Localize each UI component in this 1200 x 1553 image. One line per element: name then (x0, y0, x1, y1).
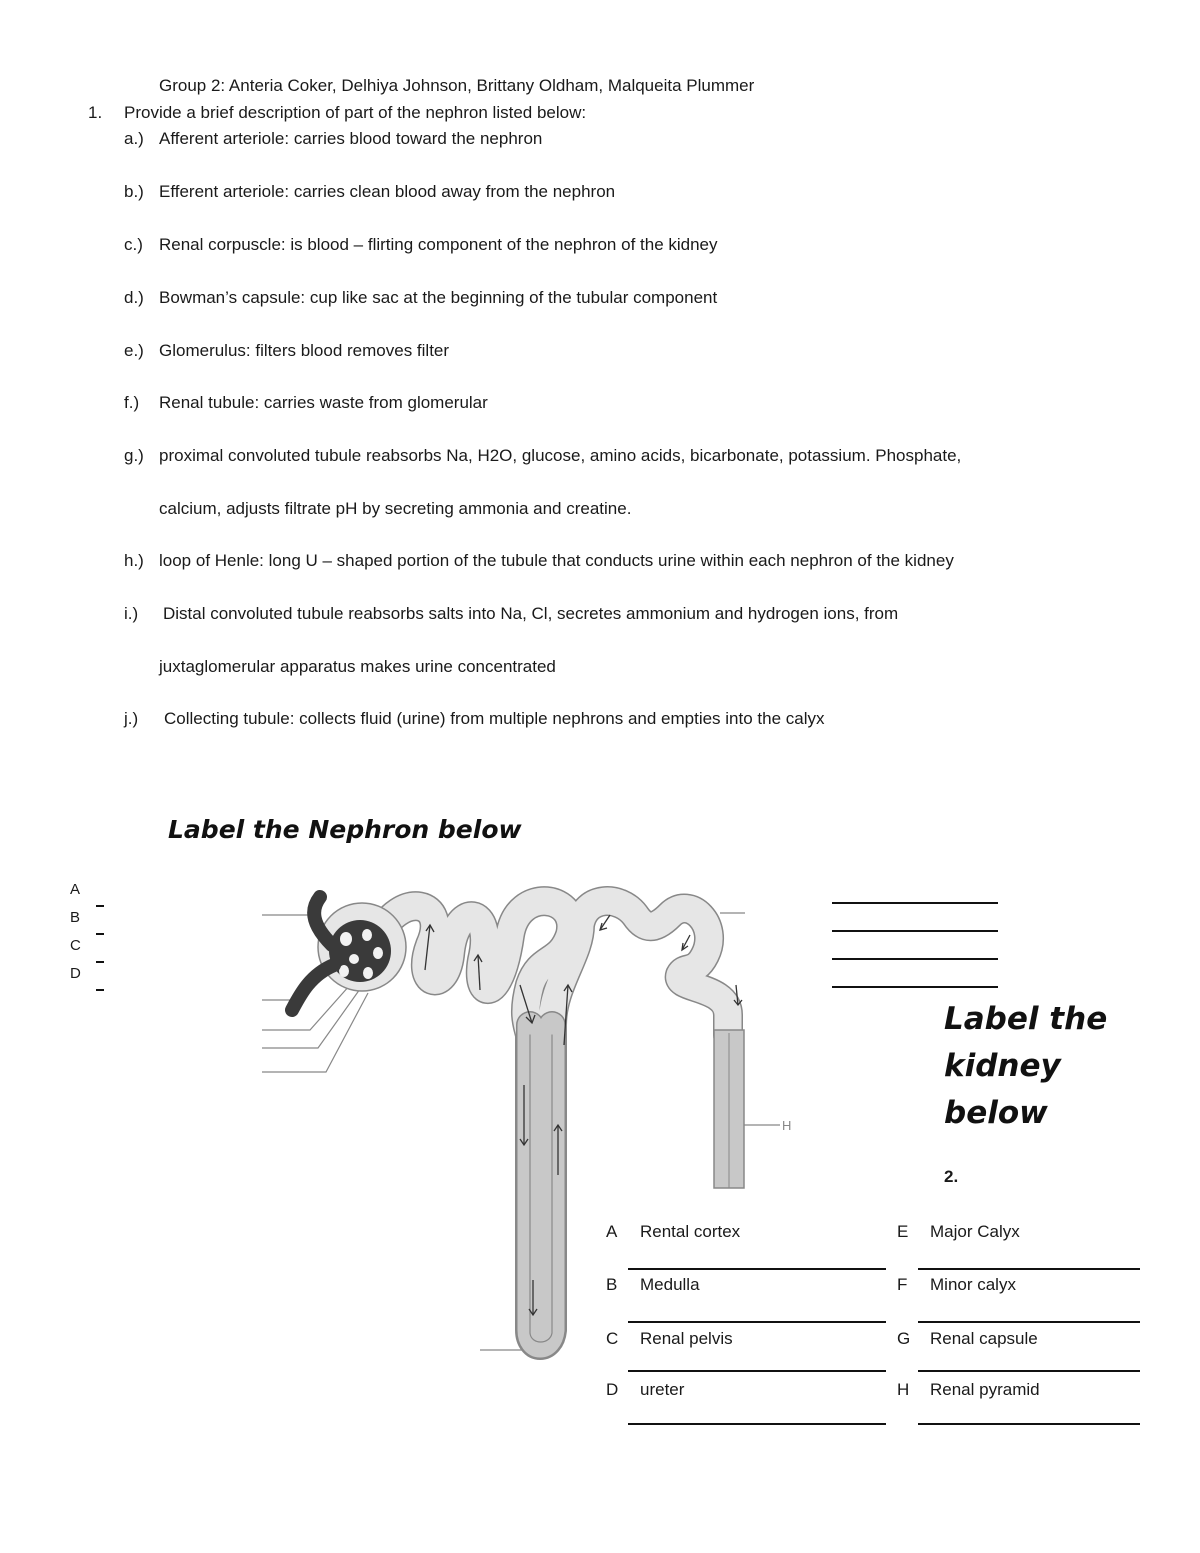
answer-dash (96, 961, 104, 963)
afferent-arteriole (292, 965, 334, 1010)
item-glomerulus: Glomerulus: filters blood removes filter (159, 341, 450, 360)
item-proximal-tubule-cont: calcium, adjusts filtrate pH by secreting ammonia and creatine. (159, 499, 632, 518)
key-letter-f: F (897, 1275, 908, 1294)
item-letter: f.) (124, 393, 140, 412)
key-value-b: Medulla (640, 1275, 700, 1294)
item-letter: g.) (124, 446, 144, 465)
item-distal-tubule-cont: juxtaglomerular apparatus makes urine concentrated (159, 657, 556, 676)
key-letter-d: D (606, 1380, 619, 1399)
answer-dash (96, 989, 104, 991)
item-letter: e.) (124, 341, 144, 360)
key-letter-a: A (606, 1222, 618, 1241)
item-renal-tubule: Renal tubule: carries waste from glomerular (159, 393, 488, 412)
item-renal-corpuscle: Renal corpuscle: is blood – flirting component of the nephron of the kidney (159, 235, 718, 254)
key-letter-h: H (897, 1380, 910, 1399)
key-underline (628, 1423, 886, 1425)
kidney-answer-line (832, 930, 998, 932)
key-underline (918, 1423, 1140, 1425)
question-number: 1. (88, 103, 103, 122)
key-underline (918, 1268, 1140, 1270)
key-letter-e: E (897, 1222, 909, 1241)
kidney-answer-line (832, 986, 998, 988)
nephron-diagram (250, 875, 810, 1375)
key-letter-g: G (897, 1329, 911, 1348)
question-prompt: Provide a brief description of part of the nephron listed below: (124, 103, 587, 122)
item-distal-tubule: Distal convoluted tubule reabsorbs salts into Na, Cl, secretes ammonium and hydrogen ions, from (163, 604, 899, 623)
item-letter: j.) (124, 709, 139, 728)
side-letter-b: B (70, 909, 81, 926)
key-letter-b: B (606, 1275, 618, 1294)
key-value-c: Renal pelvis (640, 1329, 733, 1348)
question-2-number: 2. (944, 1167, 959, 1186)
key-value-g: Renal capsule (930, 1329, 1038, 1348)
item-loop-of-henle: loop of Henle: long U – shaped portion of the tubule that conducts urine within each nephron of the kidney (159, 551, 954, 570)
item-letter: c.) (124, 235, 143, 254)
item-bowmans-capsule: Bowman’s capsule: cup like sac at the beginning of the tubular component (159, 288, 718, 307)
key-letter-c: C (606, 1329, 619, 1348)
side-letter-d: D (70, 965, 81, 982)
item-efferent-arteriole: Efferent arteriole: carries clean blood away from the nephron (159, 182, 616, 201)
kidney-answer-line (832, 958, 998, 960)
collecting-duct (714, 1030, 791, 1188)
key-value-h: Renal pyramid (930, 1380, 1040, 1399)
item-proximal-tubule: proximal convoluted tubule reabsorbs Na, H2O, glucose, amino acids, bicarbonate, potassium. Phosphate, (159, 446, 962, 465)
key-underline (918, 1370, 1140, 1372)
key-underline (628, 1321, 886, 1323)
item-letter: h.) (124, 551, 144, 570)
label-h: H (782, 1118, 792, 1133)
key-value-d: ureter (640, 1380, 685, 1399)
item-letter: a.) (124, 129, 144, 148)
key-value-e: Major Calyx (930, 1222, 1020, 1241)
item-letter: b.) (124, 182, 144, 201)
key-underline (628, 1370, 886, 1372)
kidney-heading-line: below (944, 1095, 1048, 1131)
key-value-a: Rental cortex (640, 1222, 741, 1241)
kidney-heading-line: kidney (944, 1048, 1061, 1084)
key-underline (628, 1268, 886, 1270)
item-letter: i.) (124, 604, 139, 623)
answer-dash (96, 905, 104, 907)
answer-dash (96, 933, 104, 935)
kidney-answer-line (832, 902, 998, 904)
nephron-heading: Label the Nephron below (168, 815, 522, 844)
kidney-heading-line: Label the (944, 1001, 1108, 1037)
key-value-f: Minor calyx (930, 1275, 1016, 1294)
item-collecting-tubule: Collecting tubule: collects fluid (urine) from multiple nephrons and empties into the calyx (164, 709, 825, 728)
kidney-heading (944, 996, 1107, 1137)
side-letter-c: C (70, 937, 81, 954)
item-afferent-arteriole: Afferent arteriole: carries blood toward the nephron (159, 129, 543, 148)
item-letter: d.) (124, 288, 144, 307)
group-members-line: Group 2: Anteria Coker, Delhiya Johnson, Brittany Oldham, Malqueita Plummer (159, 76, 755, 95)
side-letter-a: A (70, 881, 81, 898)
key-underline (918, 1321, 1140, 1323)
